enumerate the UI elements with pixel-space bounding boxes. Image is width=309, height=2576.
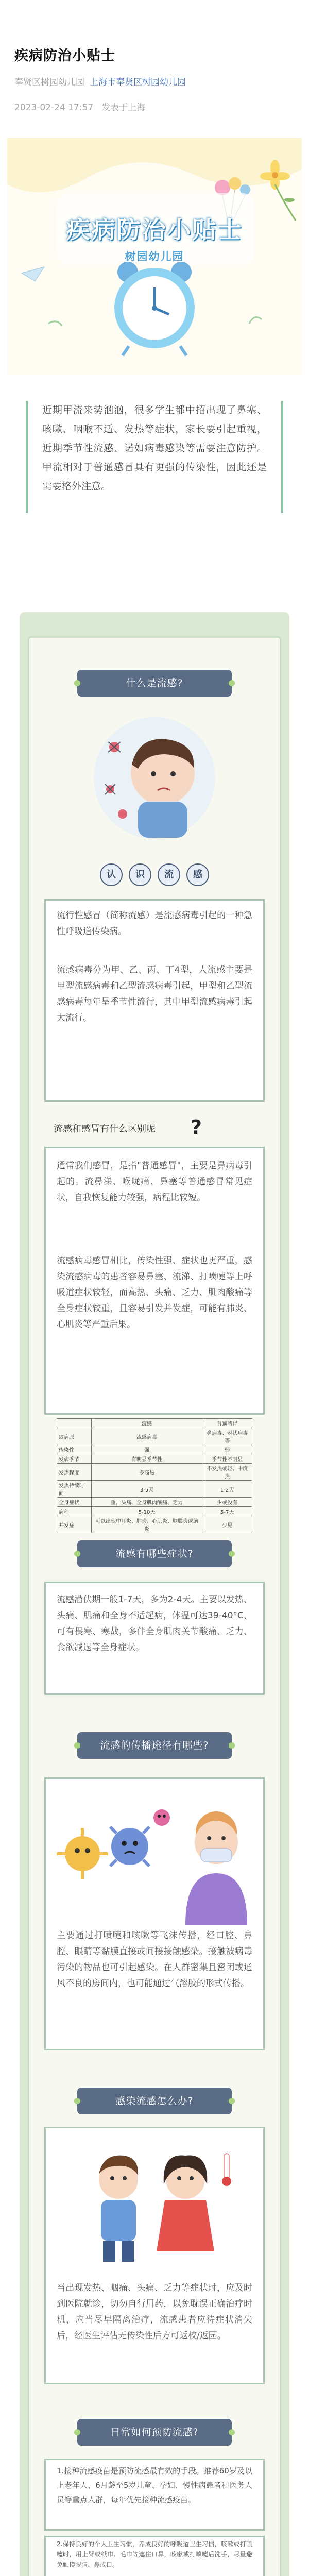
table-header-cell: 流感	[91, 1419, 202, 1428]
table-cell: 病程	[57, 1507, 92, 1516]
flu-vs-cold-text: 流感病毒感冒相比，传染性强、症状也更严重，感染流感病毒的患者容易鼻塞、流涕、打喷嚏等上呼吸道症状较轻，而高热、头痛、乏力、肌肉酸痛等全身症状较重，且容易引发并发症，可能有肺炎、心肌炎等严重后果。	[57, 1256, 252, 1330]
masked-woman-icon	[185, 1811, 247, 1925]
section-title-prevention: 日常如何预防流感?	[77, 2419, 232, 2446]
table-cell: 发热程度	[57, 1464, 92, 1481]
hero-subtitle: 树园幼儿园	[125, 250, 184, 263]
sick-boy-illustration	[88, 711, 221, 845]
table-cell: 发热持续时间	[57, 1481, 92, 1498]
table-row	[57, 1445, 252, 1454]
table-cell: 季节性不明显	[202, 1454, 252, 1464]
table-cell: 致病原	[57, 1428, 92, 1445]
table-cell: 鼻病毒、冠状病毒等	[202, 1428, 252, 1445]
prevention-item-1: 1.接种流感疫苗是预防流感最有效的手段。推荐60岁及以上老年人、6月龄至5岁儿童、孕妇、慢性病患者和医务人员等重点人群，每年优先接种流感疫苗。	[57, 2466, 252, 2504]
boy-icon	[99, 2156, 138, 2262]
table-cell: 少或没有	[202, 1498, 252, 1507]
virus-icon	[153, 1809, 170, 1826]
comparison-table	[57, 1418, 252, 1533]
table-row	[57, 1507, 252, 1516]
table-row	[57, 1498, 252, 1507]
table-cell: 弱	[202, 1445, 252, 1454]
table-row	[57, 1516, 252, 1533]
question-mark: ?	[191, 1116, 202, 1139]
knowledge-char: 感	[186, 863, 209, 886]
sick-children-illustration	[57, 2138, 252, 2267]
table-cell: 1-2天	[202, 1481, 252, 1498]
treatment-text: 当出现发热、咽痛、头痛、乏力等症状时，应及时到医院就诊，切勿自行用药，以免耽误正确治疗时机，应当尽早隔离治疗，流感患者应待症状消失后，经医生评估无传染性后方可返校/返园。	[57, 2283, 252, 2341]
table-cell: 并发症	[57, 1516, 92, 1533]
table-header-cell: 普通感冒	[202, 1419, 252, 1428]
table-row	[57, 1428, 252, 1445]
knowledge-char: 认	[100, 863, 123, 886]
publish-date: 2023-02-24 17:57	[14, 103, 94, 113]
table-cell: 5-10天	[91, 1507, 202, 1516]
prevention-item-2: 2.保持良好的个人卫生习惯，养成良好的呼吸道卫生习惯，咳嗽或打喷嚏时，用上臂或纸巾、毛巾等遮住口鼻，咳嗽或打喷嚏后洗手，尽量避免触摸眼睛、鼻或口。	[57, 2540, 252, 2568]
hero-title: 疾病防治小贴士	[66, 216, 243, 244]
knowledge-badges	[0, 863, 309, 886]
virus-icon	[110, 1827, 149, 1866]
table-cell: 传染性	[57, 1445, 92, 1454]
table-row	[57, 1464, 252, 1481]
article-title: 疾病防治小贴士	[14, 48, 115, 64]
section-title-what-is-flu: 什么是流感?	[77, 670, 232, 697]
table-cell: 重，头痛、全身肌肉酸痛、乏力	[91, 1498, 202, 1507]
girl-icon	[157, 2155, 214, 2251]
publish-location: 发表于上海	[101, 103, 146, 113]
section-title-transmission: 流感的传播途径有哪些?	[77, 1732, 232, 1759]
symptoms-text: 流感潜伏期一般1-7天，多为2-4天。主要以发热、头痛、肌痛和全身不适起病，体温可达39-40°C，可有畏寒、寒战，多伴全身肌肉关节酸痛、乏力、食欲减退等全身症状。	[57, 1595, 252, 1653]
table-header-cell	[57, 1419, 92, 1428]
table-cell: 发病季节	[57, 1454, 92, 1464]
table-cell: 强	[91, 1445, 202, 1454]
table-cell: 全身症状	[57, 1498, 92, 1507]
account-link[interactable]: 上海市奉贤区树园幼儿园	[90, 77, 186, 88]
transmission-text: 主要通过打喷嚏和咳嗽等飞沫传播，经口腔、鼻腔、眼睛等黏膜直接或间接接触感染。接触被病毒污染的物品也可引起感染。在人群密集且密闭或通风不良的房间内，也可能通过气溶胶的形式传播。	[57, 1930, 252, 1989]
table-cell: 不发热或轻、中度热	[202, 1464, 252, 1481]
table-cell: 有明显季节性	[91, 1454, 202, 1464]
table-cell: 多高热	[91, 1464, 202, 1481]
knowledge-char: 流	[158, 863, 180, 886]
table-cell: 流感病毒	[91, 1428, 202, 1445]
common-cold-text: 通常我们感冒，是指"普通感冒"，主要是鼻病毒引起的。流鼻涕、喉咙痛、鼻塞等普通感冒常见症状，自我恢复能力较强，病程比较短。	[57, 1161, 252, 1203]
table-row	[57, 1454, 252, 1464]
table-row	[57, 1481, 252, 1498]
section-title-treatment: 感染流感怎么办?	[77, 2088, 232, 2114]
knowledge-char: 识	[129, 863, 151, 886]
difference-question: 流感和感冒有什么区别呢	[54, 1124, 156, 1134]
balloon-yellow	[229, 177, 241, 190]
account-name: 奉贤区树园幼儿园	[14, 77, 84, 88]
intro-paragraph: 近期甲流来势汹汹，很多学生都中招出现了鼻塞、咳嗽、咽喉不适、发热等症状，家长要引起重视，近期季节性流感、诺如病毒感染等需要注意防护。甲流相对于普通感冒具有更强的传染性，因此还是需要格外注意。	[26, 401, 283, 513]
flu-types-text: 流感病毒分为甲、乙、丙、丁4型，人流感主要是甲型流感病毒和乙型流感病毒引起，甲型和乙型流感病毒每年呈季节性流行，其中甲型流感病毒引起大流行。	[57, 965, 252, 1023]
virus-icon	[57, 1828, 108, 1879]
article-meta	[14, 75, 186, 88]
section-title-symptoms: 流感有哪些症状?	[77, 1540, 232, 1567]
article-date-row	[14, 100, 153, 113]
thermometer-icon	[222, 2154, 231, 2186]
table-header-row	[57, 1419, 252, 1428]
virus-transmission-illustration	[53, 1786, 256, 1925]
flu-definition-text: 流行性感冒（简称流感）是流感病毒引起的一种急性呼吸道传染病。	[57, 910, 252, 937]
table-cell: 少见	[202, 1516, 252, 1533]
table-cell: 5-7天	[202, 1507, 252, 1516]
table-cell: 可以出现中耳炎、肺炎、心肌炎、脑膜炎或脑炎	[91, 1516, 202, 1533]
table-cell: 3-5天	[91, 1481, 202, 1498]
